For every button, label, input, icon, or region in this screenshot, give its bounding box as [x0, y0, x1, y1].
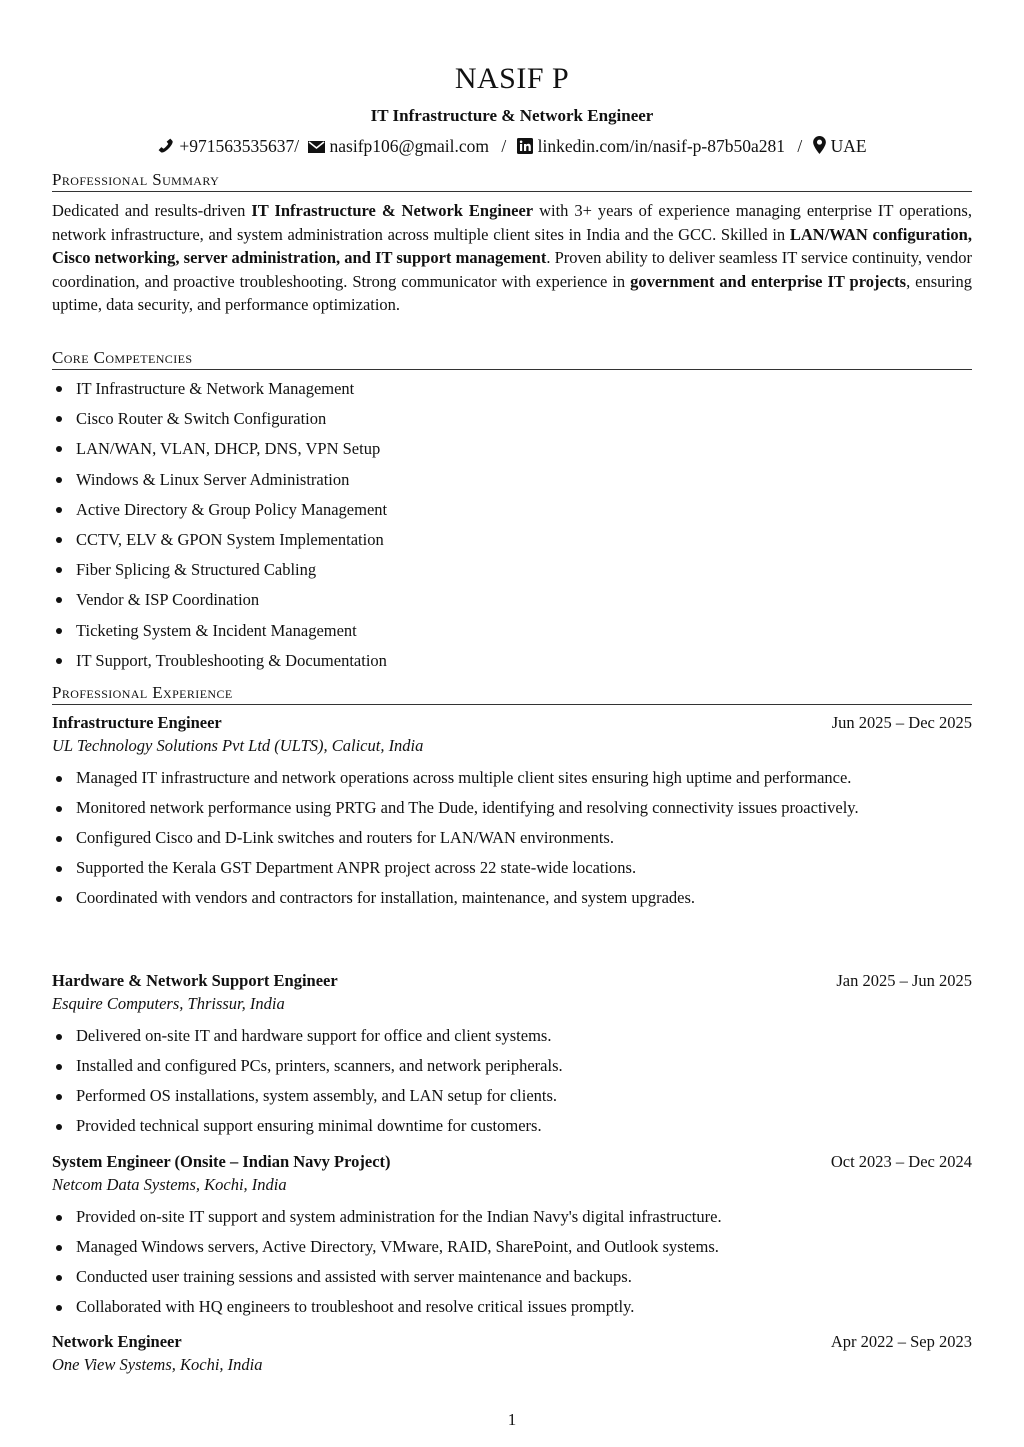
competency-item: LAN/WAN, VLAN, DHCP, DNS, VPN Setup — [52, 436, 387, 466]
job-title: Network Engineer — [52, 1332, 182, 1351]
job-dates: Oct 2023 – Dec 2024 — [830, 1152, 972, 1171]
summary-highlight: LAN/WAN configuration, Cisco networking, server administration, and IT support management — [52, 224, 972, 267]
job-duties — [52, 766, 972, 910]
job-company: One View Systems, Kochi, India — [52, 1355, 263, 1374]
duty-item: Coordinated with vendors and contractors for installation, maintenance, and system upgrades. — [52, 886, 972, 910]
duty-item: Supported the Kerala GST Department ANPR project across 22 state-wide locations. — [52, 856, 972, 880]
competency-item: Fiber Splicing & Structured Cabling — [52, 557, 387, 587]
job-title: System Engineer (Onsite – Indian Navy Project) — [52, 1152, 391, 1171]
duty-item: Provided technical support ensuring minimal downtime for customers. — [52, 1114, 972, 1138]
job-title: Infrastructure Engineer — [52, 713, 222, 732]
summary-text: , ensuring uptime, data security, and performance optimization. — [52, 271, 973, 314]
duty-item: Provided on-site IT support and system administration for the Indian Navy's digital infrastructure. — [52, 1205, 972, 1229]
section-title-competencies: Core Competencies — [52, 348, 972, 370]
job-duties — [52, 1024, 972, 1138]
job-entry — [52, 1331, 972, 1377]
email-link[interactable]: nasifp106@gmail.com — [329, 136, 489, 156]
page-number: 1 — [507, 1410, 517, 1429]
job-company: Netcom Data Systems, Kochi, India — [52, 1175, 287, 1194]
summary-text: . Proven ability to deliver seamless IT service continuity, vendor coordination, and proactive troubleshooting. Strong communicator with experience in — [52, 248, 972, 291]
contact-separator: / — [501, 136, 507, 156]
competency-item: Cisco Router & Switch Configuration — [52, 406, 387, 436]
duty-item: Managed IT infrastructure and network operations across multiple client sites ensuring high uptime and performance. — [52, 766, 972, 790]
job-duties — [52, 1205, 972, 1319]
summary-highlight: government and enterprise IT projects — [630, 271, 907, 291]
competency-item: Active Directory & Group Policy Management — [52, 497, 387, 527]
competency-item: Windows & Linux Server Administration — [52, 467, 387, 497]
summary-paragraph — [52, 199, 972, 317]
job-dates: Apr 2022 – Sep 2023 — [830, 1332, 972, 1351]
competency-item: Ticketing System & Incident Management — [52, 618, 387, 648]
duty-item: Configured Cisco and D-Link switches and routers for LAN/WAN environments. — [52, 826, 972, 850]
summary-text: with 3+ years of experience managing enterprise IT operations, network infrastructure, and system administration across multiple client sites in India and the GCC. Skilled in — [52, 201, 972, 244]
competency-item: Vendor & ISP Coordination — [52, 587, 387, 617]
competency-item: IT Support, Troubleshooting & Documentation — [52, 648, 387, 678]
candidate-headline: IT Infrastructure & Network Engineer — [370, 106, 654, 125]
competency-item: CCTV, ELV & GPON System Implementation — [52, 527, 387, 557]
section-title-summary: Professional Summary — [52, 170, 972, 192]
duty-item: Monitored network performance using PRTG and The Dude, identifying and resolving connectivity issues proactively. — [52, 796, 972, 820]
duty-item: Delivered on-site IT and hardware support for office and client systems. — [52, 1024, 972, 1048]
job-title: Hardware & Network Support Engineer — [52, 971, 338, 990]
job-company: UL Technology Solutions Pvt Ltd (ULTS), Calicut, India — [52, 736, 424, 755]
duty-item: Installed and configured PCs, printers, scanners, and network peripherals. — [52, 1054, 972, 1078]
job-entry — [52, 1151, 972, 1325]
map-marker-icon — [813, 136, 826, 159]
linkedin-icon — [517, 138, 533, 159]
duty-item: Conducted user training sessions and assisted with server maintenance and backups. — [52, 1265, 972, 1289]
candidate-name: NASIF P — [454, 62, 570, 95]
job-dates: Jun 2025 – Dec 2025 — [831, 713, 972, 732]
duty-item: Managed Windows servers, Active Directory, VMware, RAID, SharePoint, and Outlook systems. — [52, 1235, 972, 1259]
duty-item: Performed OS installations, system assembly, and LAN setup for clients. — [52, 1084, 972, 1108]
summary-text: Dedicated and results-driven — [52, 201, 252, 220]
phone-icon — [157, 137, 174, 159]
linkedin-link[interactable]: linkedin.com/in/nasif-p-87b50a281 — [537, 136, 786, 156]
section-title-experience: Professional Experience — [52, 683, 972, 705]
job-entry — [52, 970, 972, 1144]
job-dates: Jan 2025 – Jun 2025 — [836, 971, 972, 990]
competency-item: IT Infrastructure & Network Management — [52, 376, 387, 406]
summary-highlight: IT Infrastructure & Network Engineer — [251, 201, 534, 220]
envelope-icon — [308, 138, 325, 159]
job-company: Esquire Computers, Thrissur, India — [52, 994, 285, 1013]
contact-separator: / — [797, 136, 803, 156]
contact-line — [52, 136, 972, 159]
duty-item: Collaborated with HQ engineers to troubleshoot and resolve critical issues promptly. — [52, 1295, 972, 1319]
location: UAE — [830, 136, 867, 156]
job-entry — [52, 712, 972, 916]
competencies-list — [52, 376, 387, 678]
phone-number[interactable]: +971563535637/ — [179, 136, 300, 156]
